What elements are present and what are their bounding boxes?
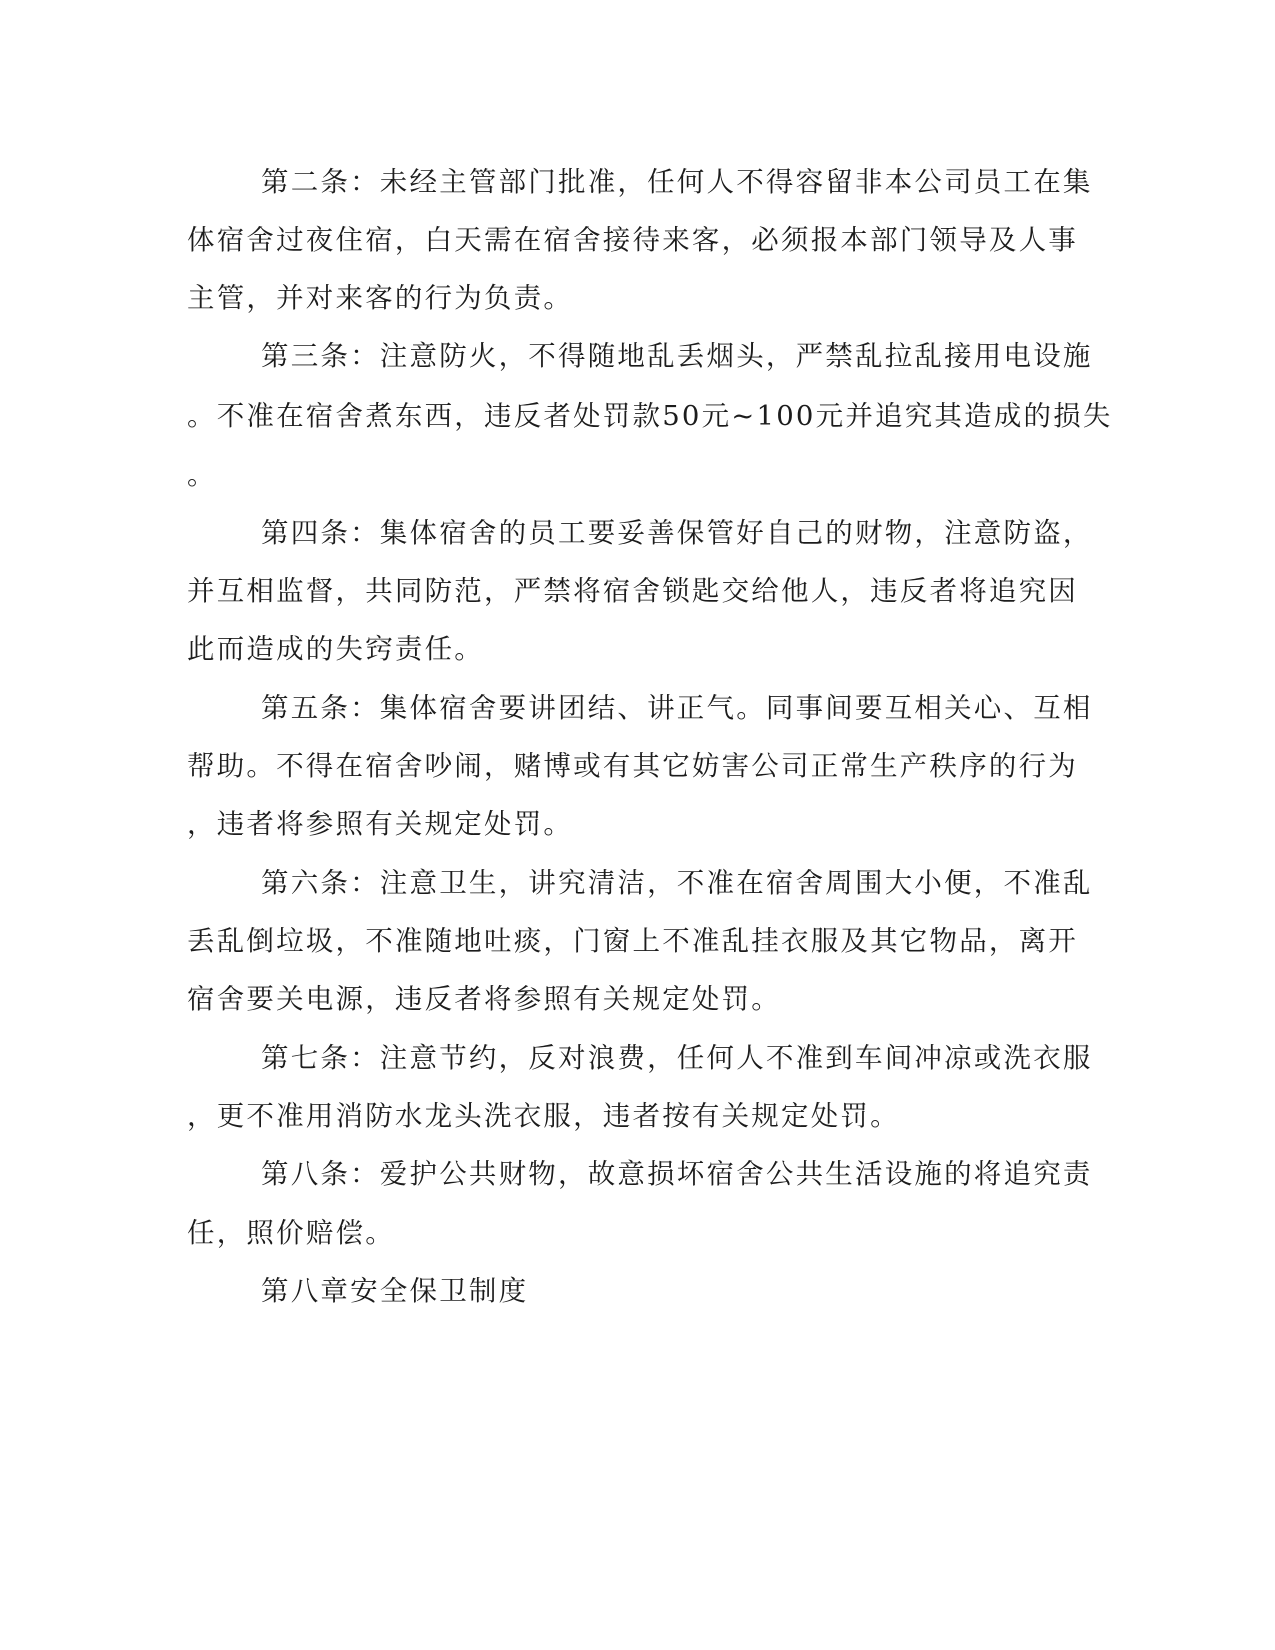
text-line: 第六条：注意卫生，讲究清洁，不准在宿舍周围大小便，不准乱 <box>261 867 1093 899</box>
text-line: 第七条：注意节约，反对浪费，任何人不准到车间冲凉或洗衣服 <box>261 1042 1093 1074</box>
text-line: 宿舍要关电源，违反者将参照有关规定处罚。 <box>187 983 781 1015</box>
text-line: 任，照价赔偿。 <box>187 1217 395 1249</box>
chapter-heading: 第八章安全保卫制度 <box>261 1275 529 1307</box>
text-line: 并互相监督，共同防范，严禁将宿舍锁匙交给他人，违反者将追究因 <box>187 575 1078 607</box>
text-line: 。 <box>187 459 217 491</box>
text-line: 此而造成的失窍责任。 <box>187 633 484 665</box>
text-line: 第三条：注意防火，不得随地乱丢烟头，严禁乱拉乱接用电设施 <box>261 340 1093 372</box>
text-line: 丢乱倒垃圾，不准随地吐痰，门窗上不准乱挂衣服及其它物品，离开 <box>187 925 1078 957</box>
text-line: 。不准在宿舍煮东西，违反者处罚款50元~100元并追究其造成的损失 <box>187 400 1113 432</box>
text-line: 第八条：爱护公共财物，故意损坏宿舍公共生活设施的将追究责 <box>261 1158 1093 1190</box>
text-line: 第四条：集体宿舍的员工要妥善保管好自己的财物，注意防盗， <box>261 517 1093 549</box>
text-line: ，更不准用消防水龙头洗衣服，违者按有关规定处罚。 <box>187 1100 900 1132</box>
text-line: 主管，并对来客的行为负责。 <box>187 282 574 314</box>
text-line: 体宿舍过夜住宿，白天需在宿舍接待来客，必须报本部门领导及人事 <box>187 224 1078 256</box>
text-line: ，违者将参照有关规定处罚。 <box>187 808 574 840</box>
text-line: 帮助。不得在宿舍吵闹，赌博或有其它妨害公司正常生产秩序的行为 <box>187 750 1078 782</box>
text-line: 第二条：未经主管部门批准，任何人不得容留非本公司员工在集 <box>261 166 1093 198</box>
text-line: 第五条：集体宿舍要讲团结、讲正气。同事间要互相关心、互相 <box>261 692 1093 724</box>
